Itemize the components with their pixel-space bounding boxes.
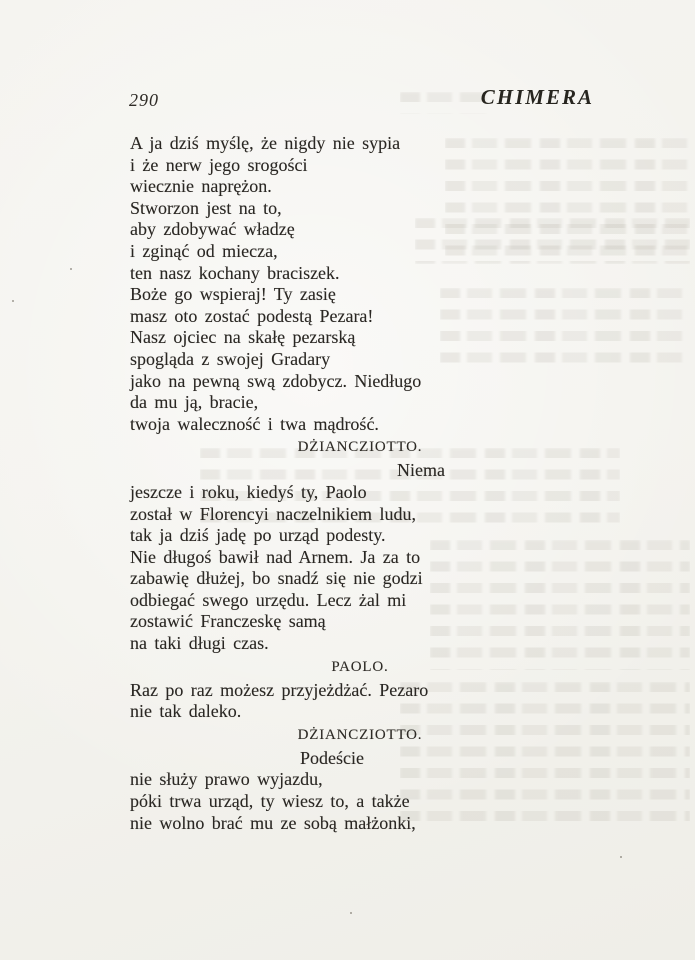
verse-line: masz oto zostać podestą Pezara! [130, 305, 374, 326]
verse-line-hanging: Podeście [300, 747, 364, 768]
verse-line: Boże go wspieraj! Ty zasię [130, 284, 336, 305]
verse-line: twoja waleczność i twa mądrość. [130, 413, 379, 434]
verse-line: da mu ją, bracie, [130, 392, 259, 413]
verse-line: wiecznie naprężon. [130, 176, 272, 197]
page-number: 290 [129, 90, 159, 110]
verse-block [130, 133, 590, 435]
verse-line: spogląda z swojej Gradary [130, 348, 331, 369]
verse-block [130, 460, 590, 654]
dialogue-text [130, 133, 590, 834]
verse-line: ten nasz kochany braciszek. [130, 262, 340, 283]
speaker-heading: DŻIANCZIOTTO. [297, 439, 423, 456]
page-bleedthrough [400, 92, 490, 114]
speaker-heading: PAOLO. [331, 658, 389, 675]
verse-line: jako na pewną swą zdobycz. Niedługo [130, 370, 422, 391]
verse-line: i że nerw jego srogości [130, 154, 308, 175]
speaker-heading: DŻIANCZIOTTO. [297, 726, 423, 743]
verse-line-hanging: Niema [397, 460, 445, 481]
verse-block [130, 680, 590, 723]
dust-speck [12, 300, 14, 302]
verse-line: zostawić Franczeskę samą [130, 611, 326, 632]
verse-line: odbiegać swego urzędu. Lecz żal mi [130, 589, 407, 610]
journal-title: CHIMERA [480, 85, 594, 109]
verse-line: nie wolno brać mu ze sobą małżonki, [130, 812, 416, 833]
verse-line: A ja dziś myślę, że nigdy nie sypia [130, 133, 401, 153]
verse-line: Nasz ojciec na skałę pezarską [130, 327, 356, 348]
verse-line: Nie długoś bawił nad Arnem. Ja za to [130, 546, 421, 567]
dust-speck [350, 912, 352, 914]
verse-line: tak ja dziś jadę po urząd podesty. [130, 525, 386, 546]
verse-line: zabawię dłużej, bo snadź się nie godzi [130, 568, 423, 589]
verse-block [130, 748, 590, 834]
verse-line: i zginąć od miecza, [130, 240, 278, 261]
verse-line: został w Florencyi naczelnikiem ludu, [130, 503, 416, 524]
dust-speck [70, 268, 72, 270]
verse-line: póki trwa urząd, ty wiesz to, a także [130, 791, 410, 812]
verse-line: aby zdobywać władzę [130, 219, 295, 240]
verse-line: Stworzon jest na to, [130, 197, 282, 218]
verse-line: nie służy prawo wyjazdu, [130, 769, 323, 790]
verse-line: Raz po raz możesz przyjeżdżać. Pezaro [130, 679, 429, 700]
verse-line: jeszcze i roku, kiedyś ty, Paolo [130, 481, 367, 502]
verse-line: nie tak daleko. [130, 701, 242, 722]
dust-speck [620, 856, 622, 858]
verse-line: na taki długi czas. [130, 633, 269, 654]
